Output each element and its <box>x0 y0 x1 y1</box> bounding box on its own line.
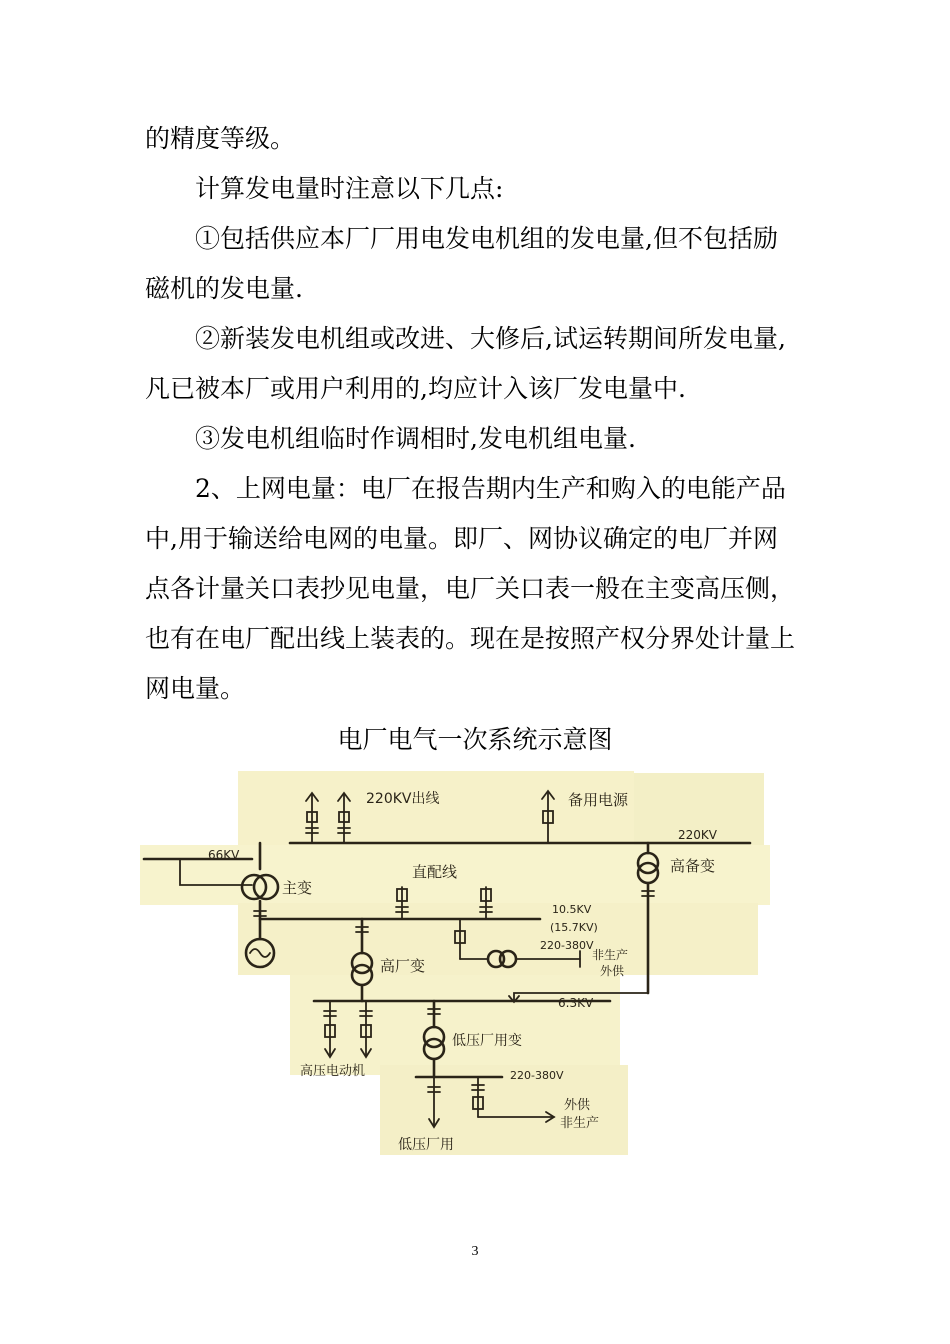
label-external-supply-a: 外供 <box>600 964 625 978</box>
paragraph-3-line-1: ①包括供应本厂厂用电发电机组的发电量,但不包括励 <box>195 224 778 253</box>
paragraph-6-line-5: 网电量。 <box>145 674 246 703</box>
paragraph-3-line-2: 磁机的发电量. <box>145 274 303 303</box>
paper-background <box>140 771 770 1155</box>
label-low-aux-transformer: 低压厂用变 <box>452 1033 522 1049</box>
label-220-380v-a: 220-380V <box>540 939 594 952</box>
paragraph-6-line-4: 也有在电厂配出线上装表的。现在是按照产权分界处计量上 <box>145 624 796 653</box>
page-number: 3 <box>471 1244 479 1259</box>
label-220-380v-b: 220-380V <box>510 1069 564 1082</box>
label-backup-power: 备用电源 <box>568 791 629 809</box>
label-non-production-b: 非生产 <box>560 1116 600 1131</box>
diagram-caption: 电厂电气一次系统示意图 <box>337 725 613 754</box>
label-direct-feeder: 直配线 <box>412 863 458 881</box>
label-low-aux: 低压厂用 <box>398 1137 454 1153</box>
paragraph-4-line-1: ②新装发电机组或改进、大修后,试运转期间所发电量, <box>195 324 786 353</box>
label-main-transformer: 主变 <box>282 879 313 897</box>
paragraph-1: 的精度等级。 <box>145 124 296 153</box>
paragraph-6-line-3: 点各计量关口表抄见电量，电厂关口表一般在主变高压侧， <box>145 574 796 603</box>
label-non-production-a: 非生产 <box>592 948 629 962</box>
label-6-3kv: 6.3KV <box>558 996 594 1010</box>
label-220kv-outgoing: 220KV出线 <box>366 791 440 807</box>
paragraph-6-line-2: 中,用于输送给电网的电量。即厂、网协议确定的电厂并网 <box>145 524 778 553</box>
paragraph-5: ③发电机组临时作调相时,发电机组电量. <box>195 424 636 453</box>
label-hv-motor: 高压电动机 <box>300 1064 366 1079</box>
electrical-system-diagram <box>140 765 780 1160</box>
label-external-supply-b: 外供 <box>564 1098 591 1113</box>
label-66kv: 66KV <box>208 848 240 862</box>
label-10-5kv: 10.5KV <box>552 903 592 916</box>
paragraph-2: 计算发电量时注意以下几点: <box>195 174 504 203</box>
paragraph-4-line-2: 凡已被本厂或用户利用的,均应计入该厂发电量中. <box>145 374 686 403</box>
label-high-backup-transformer: 高备变 <box>670 857 716 875</box>
label-15-7kv: (15.7KV) <box>550 921 598 934</box>
paragraph-6-line-1: 2、上网电量：电厂在报告期内生产和购入的电能产品 <box>195 474 786 503</box>
label-high-aux-transformer: 高厂变 <box>380 957 426 975</box>
label-220kv-bus: 220KV <box>678 828 717 842</box>
